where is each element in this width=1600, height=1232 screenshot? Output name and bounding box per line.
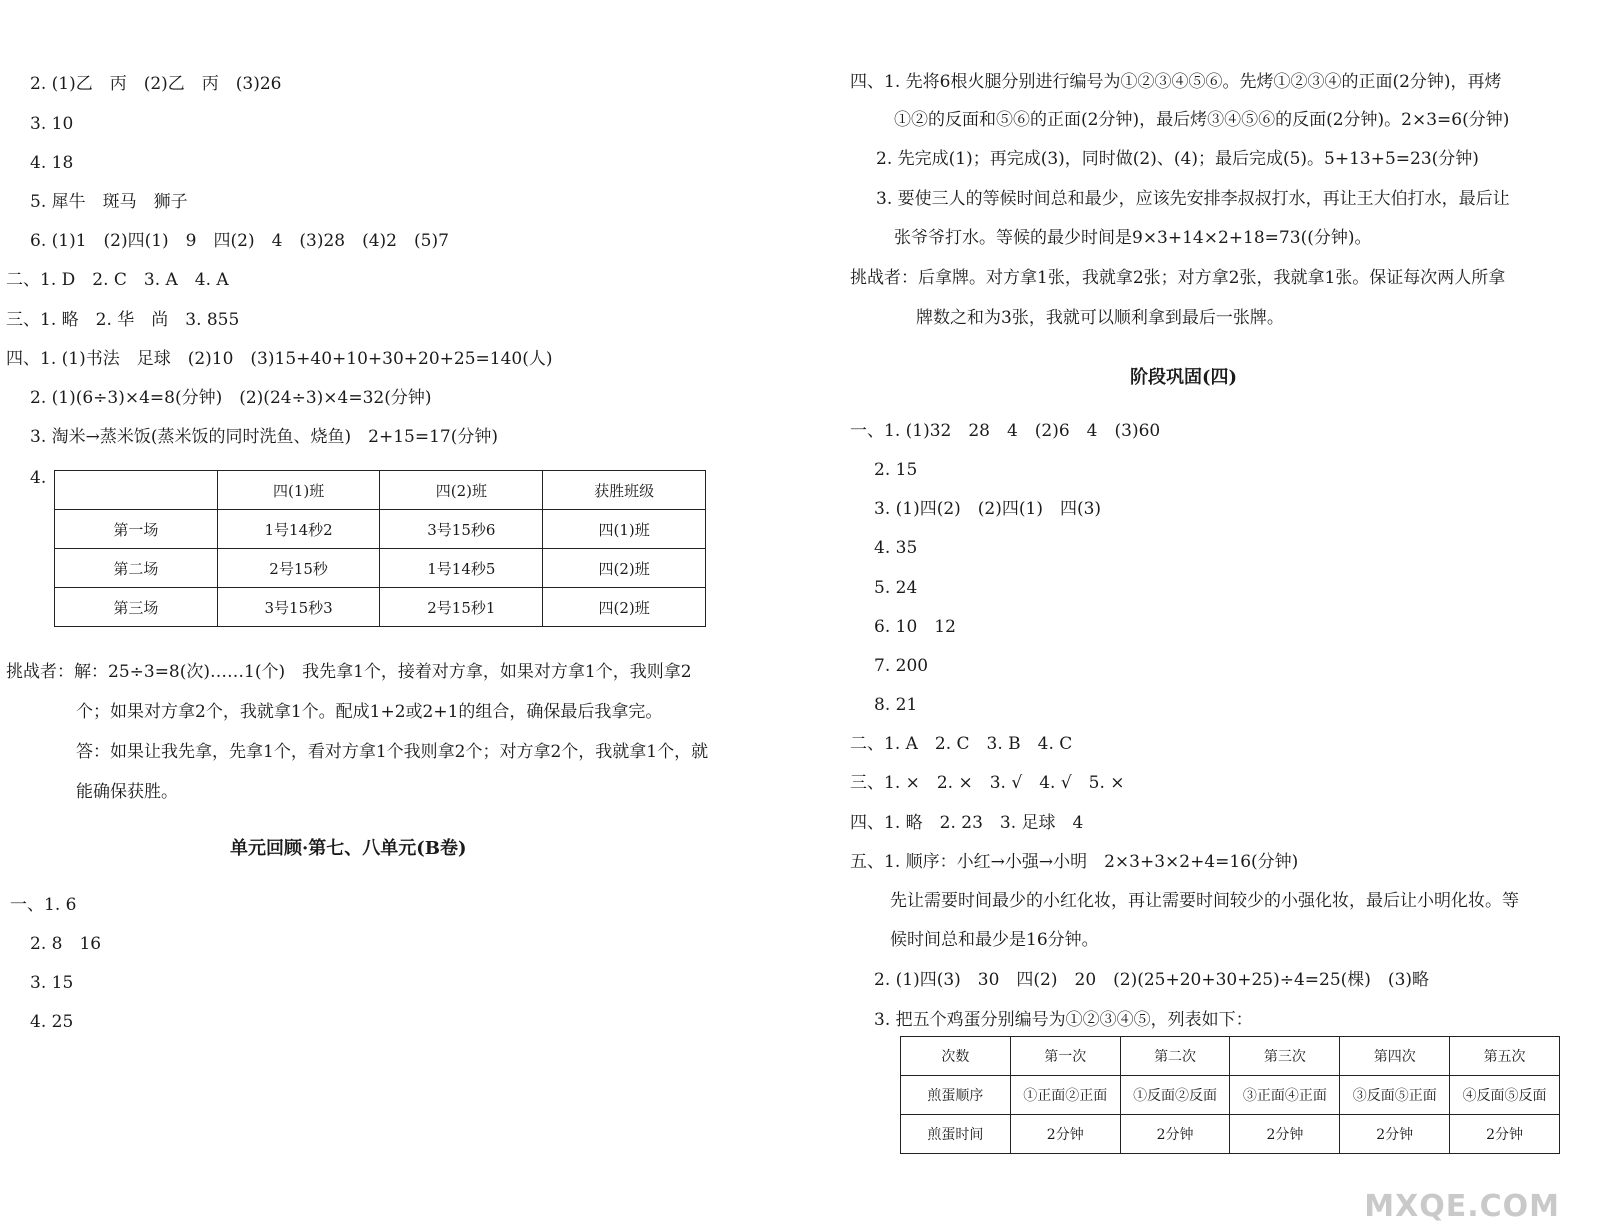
challenge-line: 牌数之和为3张，我就可以顺利拿到最后一张牌。 xyxy=(916,308,1284,328)
answer-line: 3. 要使三人的等候时间总和最少，应该先安排李叔叔打水，再让王大伯打水，最后让 xyxy=(876,189,1510,209)
table-cell: 1号14秒5 xyxy=(380,549,543,588)
answer-line: 4. 25 xyxy=(30,1012,74,1032)
table-row xyxy=(55,588,706,627)
answer-line: 6. (1)1 (2)四(1) 9 四(2) 4 (3)28 (4)2 (5)7 xyxy=(30,231,449,251)
table-cell: 四(1)班 xyxy=(217,471,380,510)
table-cell: ④反面⑤反面 xyxy=(1450,1076,1560,1115)
table-cell xyxy=(55,471,218,510)
answer-line: 3. (1)四(2) (2)四(1) 四(3) xyxy=(874,499,1102,519)
answer-line: 5. 24 xyxy=(874,578,918,598)
table-cell: 第三次 xyxy=(1230,1037,1340,1076)
table-cell: ③正面④正面 xyxy=(1230,1076,1340,1115)
table-cell: 煎蛋时间 xyxy=(901,1115,1011,1154)
table-cell: 1号14秒2 xyxy=(217,510,380,549)
answer-line: 四、1. 先将6根火腿分别进行编号为①②③④⑤⑥。先烤①②③④的正面(2分钟)，再烤 xyxy=(850,72,1502,92)
table-cell: 2分钟 xyxy=(1340,1115,1450,1154)
table-row xyxy=(901,1115,1560,1154)
table-cell: 第五次 xyxy=(1450,1037,1560,1076)
answer-line: 一、1. (1)32 28 4 (2)6 4 (3)60 xyxy=(850,421,1161,441)
table-cell: 2分钟 xyxy=(1120,1115,1230,1154)
section-title: 单元回顾·第七、八单元(B卷) xyxy=(230,838,467,859)
table-row xyxy=(55,549,706,588)
table-cell: 2分钟 xyxy=(1230,1115,1340,1154)
answer-line: 2. 先完成(1)；再完成(3)，同时做(2)、(4)；最后完成(5)。5+13+5=23(分钟) xyxy=(876,149,1479,169)
answer-line: 候时间总和最少是16分钟。 xyxy=(890,930,1099,950)
challenge-line: 挑战者：解：25÷3=8(次)……1(个) 我先拿1个，接着对方拿，如果对方拿1个，我则拿2 xyxy=(6,662,692,682)
table-cell: 第四次 xyxy=(1340,1037,1450,1076)
table-cell: 第一次 xyxy=(1010,1037,1120,1076)
answer-line: 五、1. 顺序：小红→小强→小明 2×3+3×2+4=16(分钟) xyxy=(850,852,1299,872)
table-header-row xyxy=(55,471,706,510)
table-cell: 2分钟 xyxy=(1010,1115,1120,1154)
challenge-line: 答：如果让我先拿，先拿1个，看对方拿1个我则拿2个；对方拿2个，我就拿1个，就 xyxy=(76,742,709,762)
table-row xyxy=(55,510,706,549)
table-cell: 3号15秒6 xyxy=(380,510,543,549)
answer-line: 2. (1)四(3) 30 四(2) 20 (2)(25+20+30+25)÷4=25(棵) (3)略 xyxy=(874,970,1430,990)
table-row xyxy=(901,1076,1560,1115)
watermark-logo: MXQE.COM xyxy=(1364,1189,1560,1224)
answer-line: 8. 21 xyxy=(874,695,918,715)
egg-frying-table xyxy=(900,1036,1560,1154)
answer-line: 四、1. (1)书法 足球 (2)10 (3)15+40+10+30+20+25=140(人) xyxy=(6,349,553,369)
answer-line: 二、1. D 2. C 3. A 4. A xyxy=(6,270,229,290)
answer-line: 7. 200 xyxy=(874,656,929,676)
table-cell: 四(2)班 xyxy=(380,471,543,510)
answer-line: 2. (1)乙 丙 (2)乙 丙 (3)26 xyxy=(30,74,282,94)
answer-line: 先让需要时间最少的小红化妆，再让需要时间较少的小强化妆，最后让小明化妆。等 xyxy=(890,891,1519,911)
race-results-table xyxy=(54,470,706,627)
table-cell: 第一场 xyxy=(55,510,218,549)
answer-line: 3. 15 xyxy=(30,973,74,993)
answer-line: 二、1. A 2. C 3. B 4. C xyxy=(850,734,1073,754)
answer-line: ①②的反面和⑤⑥的正面(2分钟)，最后烤③④⑤⑥的反面(2分钟)。2×3=6(分钟) xyxy=(894,110,1510,130)
table-cell: 3号15秒3 xyxy=(217,588,380,627)
table-cell: 煎蛋顺序 xyxy=(901,1076,1011,1115)
table-cell: 2号15秒1 xyxy=(380,588,543,627)
answer-line: 四、1. 略 2. 23 3. 足球 4 xyxy=(850,813,1084,833)
answer-line: 三、1. 略 2. 华 尚 3. 855 xyxy=(6,310,240,330)
answer-line: 4. 18 xyxy=(30,153,74,173)
table-cell: 四(2)班 xyxy=(543,549,706,588)
table-cell: 四(1)班 xyxy=(543,510,706,549)
table-cell: ③反面⑤正面 xyxy=(1340,1076,1450,1115)
answer-line: 2. 15 xyxy=(874,460,918,480)
challenge-line: 能确保获胜。 xyxy=(76,782,178,802)
answer-line: 3. 10 xyxy=(30,114,74,134)
table-cell: 第三场 xyxy=(55,588,218,627)
answer-line: 4. 35 xyxy=(874,538,918,558)
answer-line: 张爷爷打水。等候的最少时间是9×3+14×2+18=73((分钟)。 xyxy=(894,228,1372,248)
answer-line: 6. 10 12 xyxy=(874,617,956,637)
table-cell: 2号15秒 xyxy=(217,549,380,588)
answer-line: 4. xyxy=(30,468,47,488)
table-cell: 2分钟 xyxy=(1450,1115,1560,1154)
answer-line: 2. (1)(6÷3)×4=8(分钟) (2)(24÷3)×4=32(分钟) xyxy=(30,388,432,408)
answer-line: 一、1. 6 xyxy=(10,895,77,915)
table-cell: 次数 xyxy=(901,1037,1011,1076)
answer-line: 5. 犀牛 斑马 狮子 xyxy=(30,192,188,212)
answer-line: 3. 把五个鸡蛋分别编号为①②③④⑤，列表如下： xyxy=(874,1010,1253,1030)
table-header-row xyxy=(901,1037,1560,1076)
table-cell: 四(2)班 xyxy=(543,588,706,627)
table-cell: 第二次 xyxy=(1120,1037,1230,1076)
table-cell: 获胜班级 xyxy=(543,471,706,510)
table-cell: 第二场 xyxy=(55,549,218,588)
answer-line: 3. 淘米→蒸米饭(蒸米饭的同时洗鱼、烧鱼) 2+15=17(分钟) xyxy=(30,427,498,447)
table-cell: ①反面②反面 xyxy=(1120,1076,1230,1115)
answer-line: 2. 8 16 xyxy=(30,934,102,954)
challenge-line: 个；如果对方拿2个，我就拿1个。配成1+2或2+1的组合，确保最后我拿完。 xyxy=(76,702,663,722)
answer-line: 三、1. × 2. × 3. √ 4. √ 5. × xyxy=(850,773,1125,793)
section-title: 阶段巩固(四) xyxy=(1130,367,1238,388)
table-cell: ①正面②正面 xyxy=(1010,1076,1120,1115)
challenge-line: 挑战者：后拿牌。对方拿1张，我就拿2张；对方拿2张，我就拿1张。保证每次两人所拿 xyxy=(850,268,1506,288)
